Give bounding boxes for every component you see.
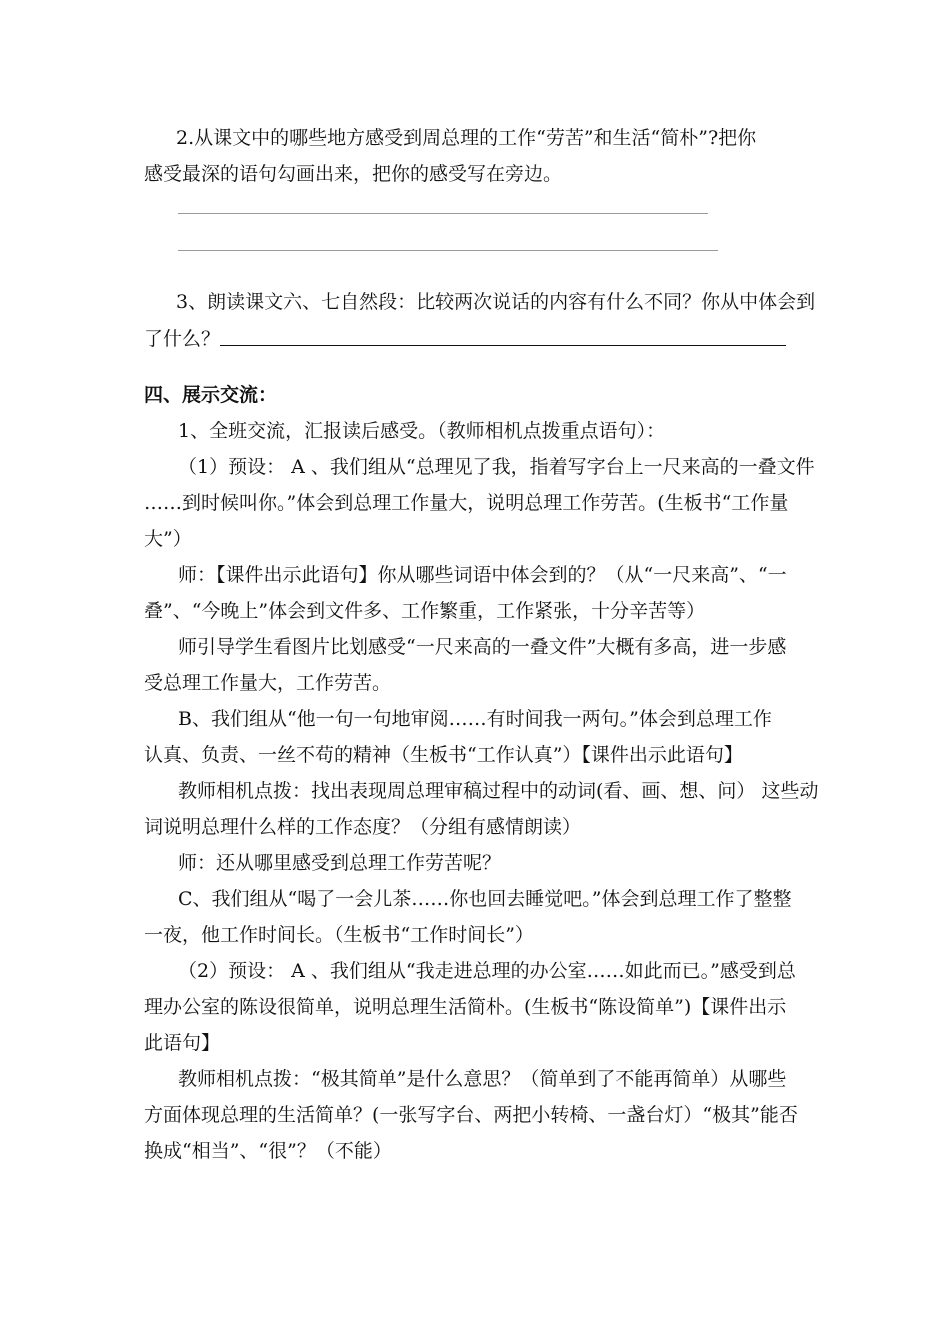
text-line: 受总理工作量大，工作劳苦。 [144, 672, 392, 694]
text-line: 叠”、“今晚上”体会到文件多、工作繁重，工作紧张，十分辛苦等） [144, 600, 706, 622]
q3-line-1: 3、朗读课文六、七自然段：比较两次说话的内容有什么不同？你从中体会到 [176, 291, 816, 313]
q2-line-2: 感受最深的语句勾画出来，把你的感受写在旁边。 [144, 163, 563, 185]
text-line: 认真、负责、一丝不苟的精神（生板书“工作认真”）【课件出示此语句】 [144, 744, 743, 766]
text-line: 此语句】 [144, 1032, 221, 1054]
text-line: 师：【课件出示此语句】你从哪些词语中体会到的？（从“一尺来高”、“一 [178, 564, 787, 586]
text-line: （1）预设： A 、我们组从“总理见了我，指着写字台上一尺来高的一叠文件 [178, 456, 815, 478]
answer-blank-1 [178, 213, 708, 214]
text-line: 词说明总理什么样的工作态度？（分组有感情朗读） [144, 816, 582, 838]
text-line: 方面体现总理的生活简单？(一张写字台、两把小转椅、一盏台灯）“极其”能否 [144, 1104, 798, 1126]
text-line: 大”） [144, 528, 192, 550]
text-line: 教师相机点拨：找出表现周总理审稿过程中的动词(看、画、想、问） 这些动 [178, 780, 819, 802]
text-line: 师：还从哪里感受到总理工作劳苦呢？ [178, 852, 502, 874]
q3-line-2: 了什么？ [144, 328, 221, 350]
text-line: ……到时候叫你。”体会到总理工作量大，说明总理工作劳苦。(生板书“工作量 [144, 492, 789, 514]
text-line: 教师相机点拨：“极其简单”是什么意思？（简单到了不能再简单）从哪些 [178, 1068, 787, 1090]
text-line: 一夜，他工作时间长。（生板书“工作时间长”） [144, 924, 534, 946]
text-line: 理办公室的陈设很简单，说明总理生活简朴。(生板书“陈设简单”)【课件出示 [144, 996, 787, 1018]
text-line: B、我们组从“他一句一句地审阅……有时间我一两句。”体会到总理工作 [178, 708, 772, 730]
q2-line-1: 2.从课文中的哪些地方感受到周总理的工作“劳苦”和生活“简朴”?把你 [176, 127, 757, 149]
text-line: 换成“相当”、“很”？（不能） [144, 1140, 392, 1162]
text-line: 师引导学生看图片比划感受“一尺来高的一叠文件”大概有多高，进一步感 [178, 636, 787, 658]
text-line: 1、全班交流，汇报读后感受。（教师相机点拨重点语句）： [178, 420, 666, 442]
text-line: （2）预设： A 、我们组从“我走进总理的办公室……如此而已。”感受到总 [178, 960, 796, 982]
answer-blank-2 [178, 250, 718, 251]
text-line: C、我们组从“喝了一会儿茶……你也回去睡觉吧。”体会到总理工作了整整 [178, 888, 792, 910]
section-heading: 四、展示交流： [144, 384, 278, 406]
q3-answer-blank [220, 345, 786, 346]
